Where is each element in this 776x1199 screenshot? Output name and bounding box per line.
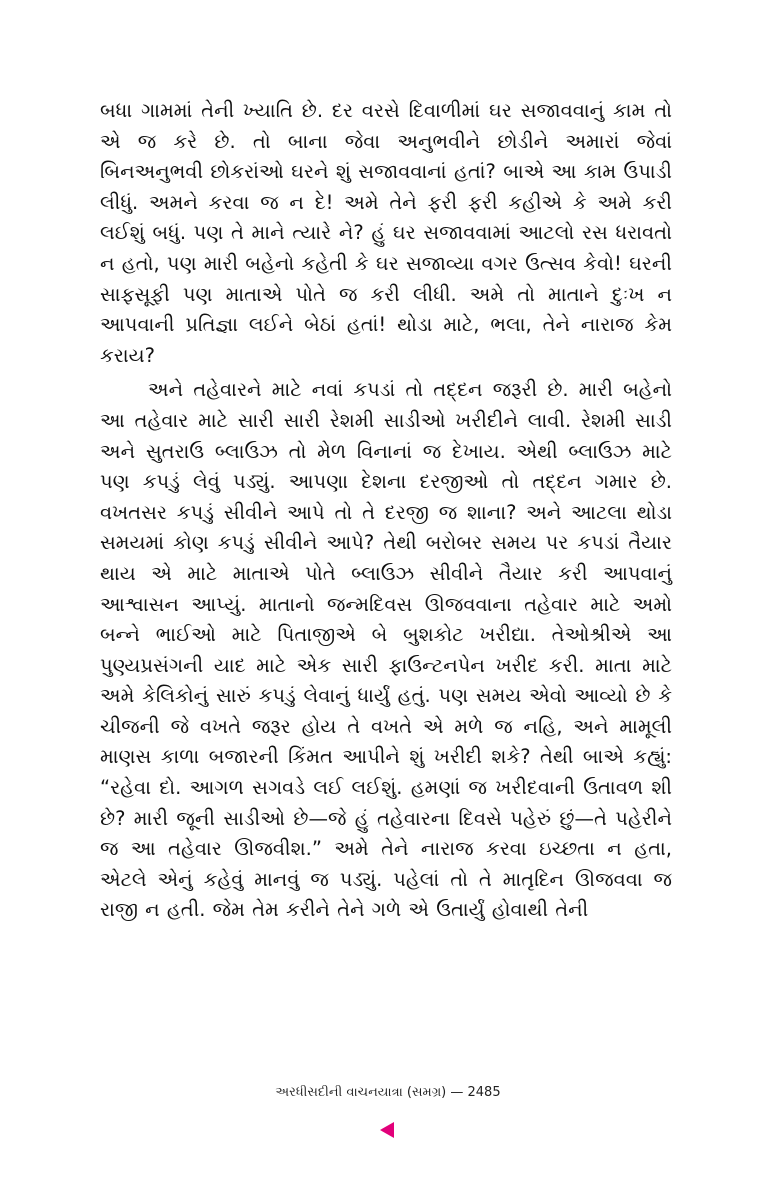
page-footer: અરધીસદીની વાચનયાત્રા (સમગ્ર) — 2485 bbox=[275, 1085, 501, 1100]
paragraph-2: અને તહેવારને માટે નવાં કપડાં તો તદ્દન જરૂરી છે. મારી બહેનો આ તહેવાર માટે સારી સારી રેશમી સાડીઓ ખરીદીને લાવી. રેશમી સાડી અને સુતરાઉ બ્લાઉઝ તો મેળ વિનાનાં જ દેખાય. એથી બ્લાઉઝ માટે પણ કપડું લેવું પડ્યું. આપણા દેશના દરજીઓ તો તદ્દન ગમાર છે. વખતસર કપડું સીવીને આપે તો તે દરજી જ શાના? અને આટલા થોડા સમયમાં કોણ કપડું સીવીને આપે? તેથી બરોબર સમય પર કપડાં તૈયાર થાય એ માટે માતાએ પોતે બ્લાઉઝ સીવીને તૈયાર કરી આપવાનું આશ્વાસન આપ્યું. માતાનો જન્મદિવસ ઊજવવાના તહેવાર માટે અમો બન્ને ભાઈઓ માટે પિતાજીએ બે બુશકોટ ખરીદ્યા. તેઓશ્રીએ આ પુણ્યપ્રસંગની યાદ માટે એક સારી ફાઉન્ટનપેન ખરીદ કરી. માતા માટે અમે કેલિકોનું સારું કપડું લેવાનું ધાર્યું હતું. પણ સમય એવો આવ્યો છે કે ચીજની જે વખતે જરૂર હોય તે વખતે એ મળે જ નહિ, અને મામૂલી માણસ કાળા બજારની કિંમત આપીને શું ખરીદી શકે? તેથી બાએ કહ્યું: “રહેવા દો. આગળ સગવડે લઈ લઈશું. હમણાં જ ખરીદવાની ઉતાવળ શી છે? મારી જૂની સાડીઓ છે—જે હું તહેવારના દિવસે પહેરું છું—તે પહેરીને જ આ તહેવાર ઊજવીશ.” અમે તેને નારાજ કરવા ઇચ્છતા ન હતા, એટલે એનું કહેવું માનવું જ પડ્યું. પહેલાં તો તે માતૃદિન ઊજવવા જ રાજી ન હતી. જેમ તેમ કરીને તેને ગળે એ ઉતાર્યું હોવાથી તેની bbox=[100, 378, 672, 922]
paragraph-1: બધા ગામમાં તેની ખ્યાતિ છે. દર વરસે દિવાળીમાં ઘર સજાવવાનું કામ તો એ જ કરે છે. તો બાના જેવા અનુભવીને છોડીને અમારાં જેવાં બિનઅનુભવી છોકરાંઓ ઘરને શું સજાવવાનાં હતાં? બાએ આ કામ ઉપાડી લીધું. અમને કરવા જ ન દે! અમે તેને ફરી ફરી કહીએ કે અમે કરી લઈશું બધું. પણ તે માને ત્યારે ને? હું ઘર સજાવવામાં આટલો રસ ધરાવતો ન હતો, પણ મારી બહેનો કહેતી કે ઘર સજાવ્યા વગર ઉત્સવ કેવો! ઘરની સાફસૂફી પણ માતાએ પોતે જ કરી લીધી. અમે તો માતાને દુઃખ ન આપવાની પ્રતિજ્ઞા લઈને બેઠાં હતાં! થોડા માટે, ભલા, તેને નારાજ કેમ કરાય? bbox=[100, 99, 672, 367]
page-body bbox=[100, 96, 672, 926]
previous-page-icon[interactable] bbox=[380, 1122, 394, 1138]
